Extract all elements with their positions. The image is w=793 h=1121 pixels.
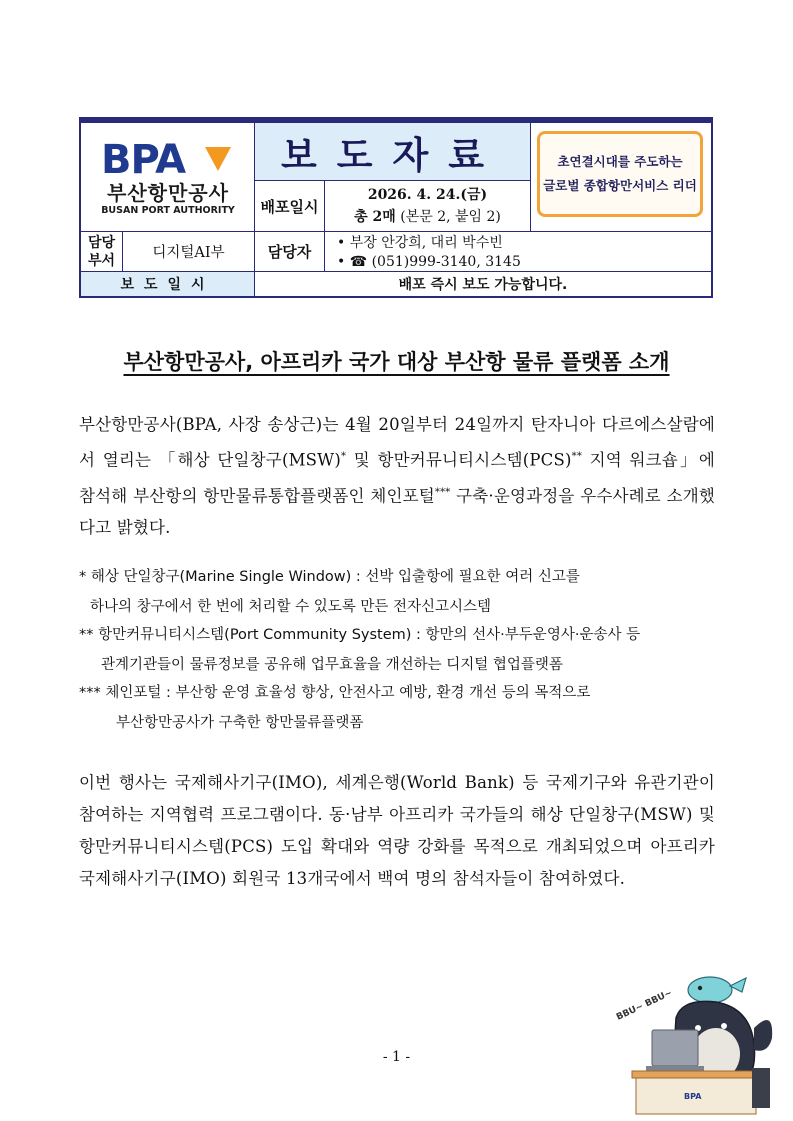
- bpa-logo-cell: [81, 123, 255, 232]
- logo-english-name: BUSAN PORT AUTHORITY: [101, 205, 235, 216]
- footnote-1-line-2: 하나의 창구에서 한 번에 처리할 수 있도록 만든 전자신고시스템: [90, 599, 492, 615]
- release-time-value: 배포 즉시 보도 가능합니다.: [398, 277, 568, 293]
- footnote-1-mark: *: [79, 569, 91, 585]
- desk-logo: BPA: [684, 1092, 702, 1101]
- fish-icon: [688, 977, 732, 1003]
- distribution-pages: 총 2매: [354, 209, 396, 225]
- distribution-date: 2026. 4. 24.(금): [367, 187, 488, 203]
- manager-label: 담당자: [255, 232, 325, 272]
- department-label: 담당 부서: [81, 232, 123, 272]
- paragraph-2: 이번 행사는 국제해사기구(IMO), 세계은행(World Bank) 등 국제기구와 유관기관이 참여하는 지역협력 프로그램이다. 동·남부 아프리카 국가들의 해상 단일창구(MSW) 및 항만커뮤니티시스템(PCS) 도입 확대와 역량 강화를 목적으로 개최되었으며 아프리카 국제해사기구(IMO) 회원국 13개국에서 백여 명의 참석자들이 참여하였다.: [79, 773, 715, 888]
- manager-phone: • ☎ (051)999-3140, 3145: [337, 254, 521, 270]
- paragraph-1: [79, 409, 715, 544]
- footnote-mark-2: **: [571, 451, 583, 462]
- release-time-label: 보도일시: [81, 272, 255, 296]
- bpa-logo-icon: [101, 141, 231, 177]
- bpa-logo-triangle: [205, 147, 231, 171]
- press-release-title: 보도자료: [281, 133, 504, 177]
- footnote-1-line-1: 해상 단일창구(Marine Single Window) : 선박 입출항에 필요한 여러 신고를: [90, 569, 580, 585]
- footnote-3-mark: ***: [79, 685, 106, 701]
- slogan-line-2: 글로벌 종합항만서비스 리더: [543, 178, 697, 193]
- manager-names: • 부장 안강희, 대리 박수빈: [337, 235, 503, 251]
- footnote-2-mark: **: [79, 627, 99, 643]
- slogan-line-1: 초연결시대를 주도하는: [557, 154, 683, 169]
- footnote-mark-1: *: [340, 451, 347, 462]
- footnote-3-line-2: 부산항만공사가 구축한 항만물류플랫폼: [116, 715, 364, 731]
- distribution-label: 배포일시: [255, 181, 325, 232]
- paragraph-1-part-1: 부산항만공사(BPA, 사장 송상근)는 4월 20일부터 24일까지 탄자니아 다르에스살람에서 열리는 「해상 단일창구(MSW): [79, 415, 715, 470]
- distribution-value: [325, 181, 531, 232]
- paragraph-1-part-3: 지역 워크숍」에 참석해 부산항의 항만물류통합플랫폼인 체인포털: [79, 450, 715, 505]
- footnote-2: [79, 620, 719, 680]
- manager-value: [325, 232, 711, 272]
- footnote-3: [79, 678, 719, 738]
- footnote-2-line-1: 항만커뮤니티시스템(Port Community System) : 항만의 선사·부두운영사·운송사 등: [98, 627, 641, 643]
- paragraph-1-part-4: 구축·운영과정을 우수사례로 소개했다고 밝혔다.: [79, 486, 715, 537]
- mascot-speech: BBU~ BBU~: [615, 988, 674, 1023]
- page-number: - 1 -: [382, 1049, 411, 1065]
- article-headline: [0, 346, 793, 376]
- footnote-3-line-1: 체인포털 : 부산항 운영 효율성 향상, 안전사고 예방, 환경 개선 등의 목적으로: [105, 685, 591, 701]
- headline-text: 부산항만공사, 아프리카 국가 대상 부산항 물류 플랫폼 소개: [123, 350, 670, 374]
- footnote-mark-3: ***: [434, 486, 451, 498]
- footnote-1: [79, 562, 719, 622]
- slogan-box: [537, 131, 703, 217]
- mascot-illustration: [612, 968, 782, 1116]
- department-value: 디지털AI부: [123, 232, 255, 272]
- logo-korean-name: 부산항만공사: [107, 181, 229, 205]
- slogan-cell: [531, 123, 711, 232]
- distribution-pages-detail: (본문 2, 붙임 2): [395, 209, 501, 225]
- laptop-icon: [652, 1030, 698, 1066]
- bpa-logo-letters: BPA: [101, 141, 186, 177]
- press-release-header: [79, 117, 713, 298]
- paragraph-1-part-2: 및 항만커뮤니티시스템(PCS): [346, 450, 572, 470]
- title-cell: [255, 123, 531, 181]
- footnote-2-line-2: 관계기관들이 물류정보를 공유해 업무효율을 개선하는 디지털 협업플랫폼: [101, 657, 563, 673]
